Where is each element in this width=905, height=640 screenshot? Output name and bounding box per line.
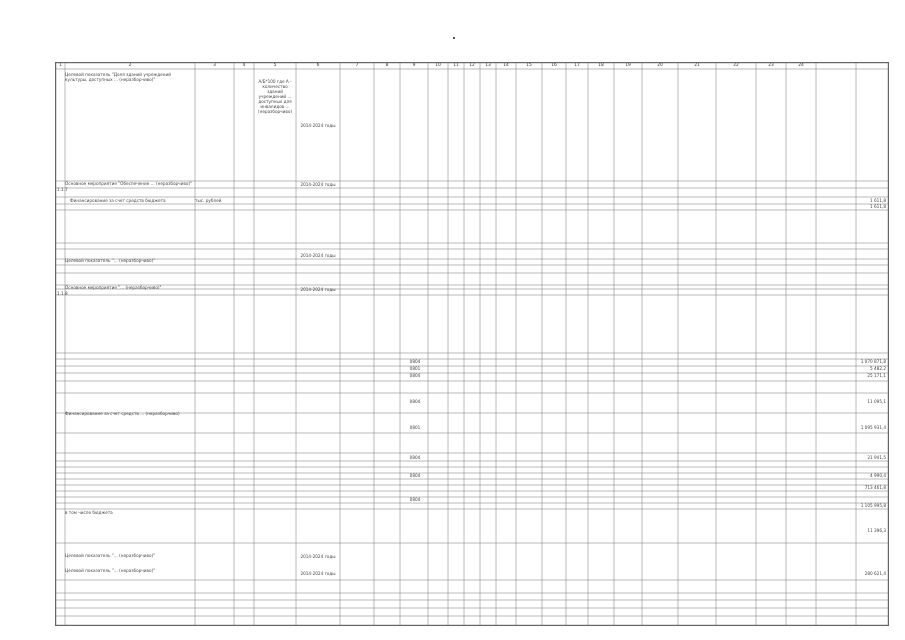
amount-value: 25 171,1 — [867, 373, 886, 378]
header-number: 5 — [273, 63, 277, 68]
amount-value: 11 396,3 — [867, 528, 886, 533]
header-number: 9 — [412, 63, 416, 68]
header-number: 2 — [128, 63, 132, 68]
budget-code: 0804 — [409, 359, 421, 364]
amount-value: 1 095 931,4 — [860, 425, 886, 430]
header-number: 1 — [59, 63, 62, 68]
header-number: 3 — [213, 63, 216, 68]
total-value-1: 1 611,8 — [870, 198, 886, 203]
formula-note-1: А/Б*100 где А - количество зданий учреждений ... доступных для инвалидов ... (неразборчиво) — [257, 79, 293, 114]
period-5: 2014-2024 годы — [300, 571, 336, 576]
header-number: 4 — [242, 63, 246, 68]
header-number: 22 — [733, 63, 739, 68]
amount-value: 1 105 995,8 — [860, 503, 886, 508]
header-number: 19 — [625, 63, 631, 68]
budget-code: 0804 — [409, 497, 421, 502]
budget-code: 0804 — [409, 399, 421, 404]
financing-label-1: Финансирование за счет средств бюджета — [70, 198, 166, 203]
header-number: 8 — [385, 63, 389, 68]
total-value-2: 1 611,8 — [870, 204, 886, 209]
amount-value: 5 482,2 — [870, 366, 886, 371]
header-number: 10 — [435, 63, 441, 68]
budget-code: 0804 — [409, 473, 421, 478]
period-1: 2014-2024 годы — [300, 123, 336, 128]
header-number: 13 — [485, 63, 491, 68]
header-number: 7 — [355, 63, 359, 68]
header-number: 12 — [469, 63, 475, 68]
main-event-1: Основное мероприятие "Обеспечение ... (неразборчиво)" — [65, 181, 192, 186]
amount-value: 11 095,1 — [867, 399, 886, 404]
table-grid — [56, 63, 888, 625]
financing-label-3: Финансирование за счет средств ... (неразборчиво) — [65, 411, 180, 416]
header-number: 18 — [598, 63, 604, 68]
amount-value: 280 621,4 — [864, 571, 886, 576]
budget-code: 0801 — [409, 366, 421, 371]
budget-code: 0801 — [409, 425, 421, 430]
indicator-text-2: Целевой показатель "... (неразборчиво)" — [65, 258, 156, 263]
indicator-text-4: Целевой показатель "... (неразборчиво)" — [65, 553, 156, 558]
main-event-2: Основное мероприятие "... (неразборчиво)" — [65, 285, 162, 290]
stray-dot — [453, 37, 455, 39]
main-event-period-2: 2014-2024 годы — [300, 287, 336, 292]
row-num-1-1-7: 1.1.7 — [57, 187, 68, 192]
header-number: 21 — [694, 63, 700, 68]
budget-code: 0804 — [409, 373, 421, 378]
main-event-period-1: 2014-2024 годы — [300, 182, 336, 187]
unit-label-1: тыс. рублей — [195, 198, 222, 203]
period-2: 2014-2024 годы — [300, 253, 336, 258]
budget-code: 0804 — [409, 455, 421, 460]
header-number: 6 — [316, 63, 320, 68]
header-number: 15 — [526, 63, 532, 68]
header-number: 16 — [551, 63, 557, 68]
document-table — [55, 62, 889, 626]
amount-value: 21 941,5 — [867, 455, 886, 460]
header-number: 23 — [768, 63, 774, 68]
indicator-text-5: Целевой показатель "... (неразборчиво)" — [65, 568, 156, 573]
header-number: 17 — [574, 63, 580, 68]
header-number: 14 — [503, 63, 509, 68]
amount-value: 4 990,4 — [870, 473, 886, 478]
header-number: 11 — [453, 63, 459, 68]
period-4: 2014-2024 годы — [300, 554, 336, 559]
amount-value: 1 070 871,8 — [860, 359, 886, 364]
header-number: 20 — [657, 63, 663, 68]
header-number: 24 — [798, 63, 804, 68]
budget-label-3: в том числе бюджета — [65, 510, 113, 515]
row-num-1-1-8: 1.1.8 — [57, 291, 68, 296]
indicator-text-1: Целевой показатель "Доля зданий учреждений культуры, доступных ... (неразборчиво)" — [65, 72, 171, 82]
amount-value: 713 461,8 — [864, 485, 886, 490]
